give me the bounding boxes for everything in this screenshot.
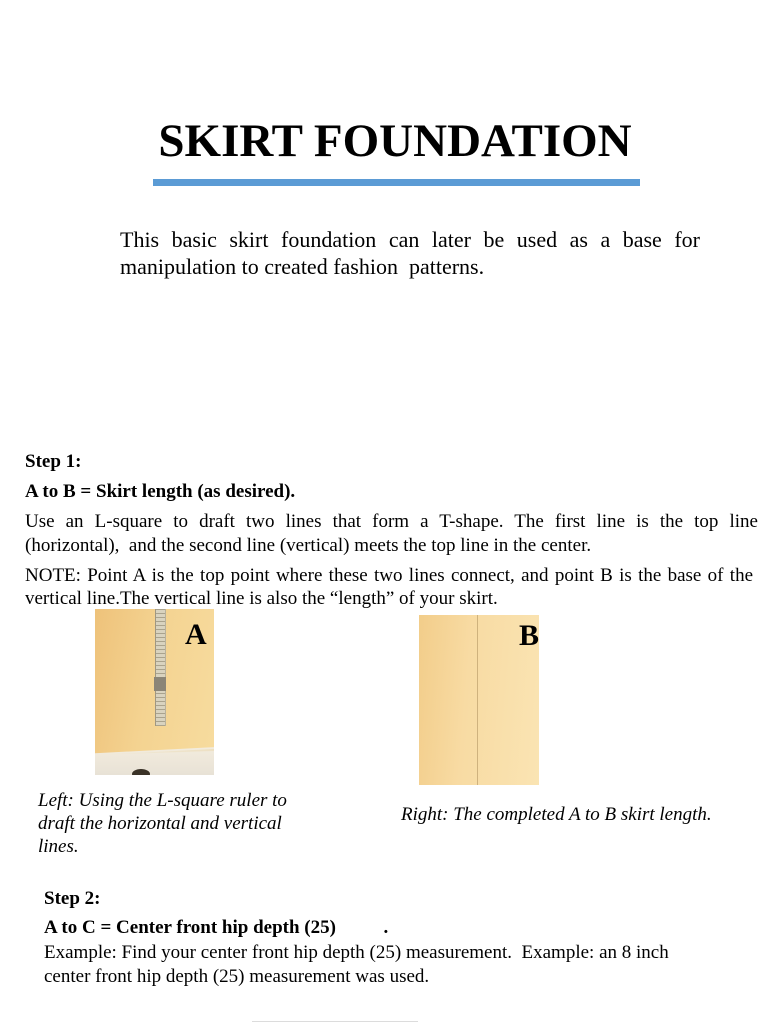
example-line: center front hip depth (25) measurement was used. xyxy=(44,966,430,987)
step1-heading: Step 1: xyxy=(25,451,82,472)
figure-label-a: A xyxy=(185,618,207,651)
caption-left xyxy=(38,789,303,858)
step1-note xyxy=(25,564,753,610)
caption-line: lines. xyxy=(38,836,79,857)
ruler-clip-image xyxy=(154,677,166,691)
step1-paragraph xyxy=(25,510,758,558)
step2-heading: Step 2: xyxy=(44,888,101,909)
note-line: vertical line.The vertical line is also the “length” of your skirt. xyxy=(25,588,498,609)
note-line: NOTE: Point A is the top point where these two lines connect, and point B is the base of the xyxy=(25,565,753,586)
intro-paragraph xyxy=(120,226,700,280)
photo-completed-skirt-length xyxy=(419,615,539,785)
next-figure-edge xyxy=(252,1021,418,1022)
intro-line: manipulation to created fashion patterns. xyxy=(120,254,485,279)
page-title: SKIRT FOUNDATION xyxy=(158,115,632,167)
photo-l-square-ruler xyxy=(95,609,214,775)
paragraph-line: Use an L-square to draft two lines that form a T-shape. The first line is the top line xyxy=(25,511,758,532)
caption-right: Right: The completed A to B skirt length. xyxy=(401,804,712,825)
step1-formula: A to B = Skirt length (as desired). xyxy=(25,481,296,502)
title-underline xyxy=(153,179,640,186)
caption-line: draft the horizontal and vertical xyxy=(38,813,282,834)
step2-formula: A to C = Center front hip depth (25) . xyxy=(44,917,389,938)
step2-example xyxy=(44,941,704,989)
ruler-image xyxy=(155,609,166,726)
paragraph-line: (horizontal), and the second line (vertical) meets the top line in the center. xyxy=(25,535,592,556)
figure-label-b: B xyxy=(519,619,539,652)
shadow-image xyxy=(132,769,150,775)
caption-line: Left: Using the L-square ruler to xyxy=(38,790,287,811)
drafted-line-image xyxy=(477,615,478,785)
example-line: Example: Find your center front hip depth (25) measurement. Example: an 8 inch xyxy=(44,942,669,963)
floor-image xyxy=(95,741,214,775)
intro-line: This basic skirt foundation can later be used as a base for xyxy=(120,227,700,252)
